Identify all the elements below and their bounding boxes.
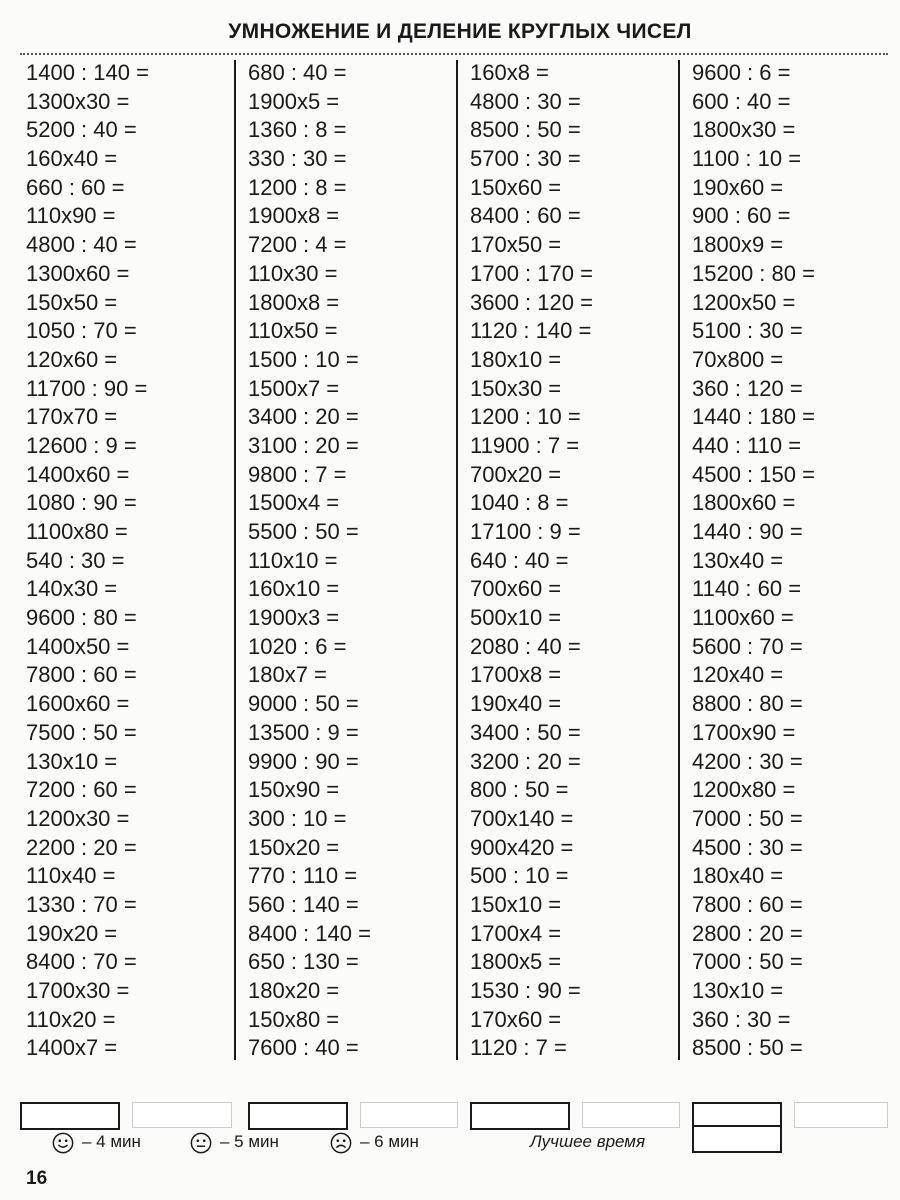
problem-item: 500 : 10 =: [470, 863, 569, 889]
problem-item: 360 : 120 =: [692, 375, 803, 401]
legend-sad-text: – 6 мин: [360, 1132, 419, 1151]
problem-item: 360 : 30 =: [692, 1006, 791, 1032]
problem-item: 5100 : 30 =: [692, 318, 803, 344]
problem-item: 15200 : 80 =: [692, 260, 815, 286]
problem-item: 1360 : 8 =: [248, 117, 347, 143]
problem-item: 9600 : 6 =: [692, 60, 791, 85]
problem-item: 1200x50 =: [692, 289, 796, 315]
problem-item: 180x20 =: [248, 978, 340, 1003]
problem-item: 1100 : 10 =: [692, 146, 802, 172]
problem-item: 110x40 =: [26, 863, 116, 889]
problem-item: 4200 : 30 =: [692, 748, 803, 774]
problem-item: 1440 : 90 =: [692, 519, 803, 544]
time-answer-box-4b[interactable]: [794, 1102, 888, 1128]
problem-item: 150x60 =: [470, 174, 562, 200]
problem-item: 150x90 =: [248, 777, 340, 803]
problem-item: 110x10 =: [248, 547, 338, 573]
problem-item: 9000 : 50 =: [248, 691, 359, 717]
problem-item: 1300x60 =: [26, 260, 130, 286]
problem-item: 3400 : 20 =: [248, 404, 359, 430]
problem-column-1: [26, 59, 149, 1059]
problem-item: 11700 : 90 =: [26, 375, 148, 401]
page-number: 16: [26, 1168, 48, 1189]
problem-item: 700x20 =: [470, 461, 562, 487]
problem-item: 700x140 =: [470, 805, 574, 831]
problem-item: 8800 : 80 =: [692, 691, 803, 717]
problem-item: 11900 : 7 =: [470, 432, 580, 458]
problem-item: 1800x5 =: [470, 949, 562, 975]
problem-item: 440 : 110 =: [692, 432, 802, 458]
problem-item: 170x50 =: [470, 232, 562, 258]
problem-item: 1700x8 =: [470, 662, 562, 688]
problem-item: 8500 : 50 =: [692, 1035, 803, 1061]
legend-happy: [52, 1128, 141, 1156]
problem-item: 5600 : 70 =: [692, 633, 803, 659]
column-divider: [456, 60, 458, 1060]
problem-item: 9600 : 80 =: [26, 605, 137, 631]
problem-item: 1800x8 =: [248, 289, 340, 315]
problem-item: 1140 : 60 =: [692, 576, 802, 602]
smiley-sad-icon: [330, 1132, 352, 1154]
problem-item: 130x10 =: [26, 748, 118, 774]
problem-item: 4500 : 150 =: [692, 461, 815, 487]
problem-item: 9800 : 7 =: [248, 461, 347, 487]
legend-neutral: [190, 1128, 279, 1156]
time-answer-box-3[interactable]: [470, 1102, 570, 1130]
problem-item: 8500 : 50 =: [470, 117, 581, 143]
column-divider: [234, 60, 236, 1060]
problem-item: 650 : 130 =: [248, 949, 359, 975]
problem-item: 1100x80 =: [26, 519, 128, 544]
problem-item: 180x40 =: [692, 863, 784, 889]
problem-item: 170x60 =: [470, 1006, 562, 1032]
problem-item: 150x80 =: [248, 1006, 340, 1032]
problem-item: 1200x30 =: [26, 805, 130, 831]
problem-item: 1040 : 8 =: [470, 490, 569, 516]
problem-item: 190x40 =: [470, 691, 562, 717]
problem-item: 600 : 40 =: [692, 88, 791, 114]
problem-item: 1700 : 170 =: [470, 260, 593, 286]
problem-item: 1900x8 =: [248, 203, 340, 229]
problem-item: 3400 : 50 =: [470, 719, 581, 745]
column-divider: [678, 60, 680, 1060]
problem-item: 160x8 =: [470, 60, 549, 85]
problem-item: 4500 : 30 =: [692, 834, 803, 860]
problem-item: 640 : 40 =: [470, 547, 569, 573]
problem-item: 7200 : 4 =: [248, 232, 347, 258]
problem-item: 120x60 =: [26, 346, 118, 372]
problem-item: 190x20 =: [26, 920, 118, 946]
problem-item: 150x30 =: [470, 375, 562, 401]
problem-item: 700x60 =: [470, 576, 562, 602]
problem-item: 2080 : 40 =: [470, 633, 581, 659]
legend-neutral-text: – 5 мин: [220, 1132, 279, 1151]
problem-item: 12600 : 9 =: [26, 432, 137, 458]
problem-item: 110x30 =: [248, 260, 338, 286]
problem-item: 120x40 =: [692, 662, 784, 688]
problem-item: 1900x5 =: [248, 88, 340, 114]
problem-item: 1200 : 8 =: [248, 174, 347, 200]
time-answer-box-1b[interactable]: [132, 1102, 232, 1128]
problem-item: 130x40 =: [692, 547, 784, 573]
problem-item: 7800 : 60 =: [692, 891, 803, 917]
problem-column-2: [248, 59, 371, 1059]
problem-item: 130x10 =: [692, 978, 784, 1003]
problem-item: 1440 : 180 =: [692, 404, 815, 430]
problem-item: 1400x7 =: [26, 1035, 118, 1061]
problem-item: 13500 : 9 =: [248, 719, 359, 745]
problem-item: 1800x60 =: [692, 490, 796, 516]
problem-item: 150x10 =: [470, 891, 562, 917]
problem-item: 1200 : 10 =: [470, 404, 581, 430]
problem-item: 7000 : 50 =: [692, 949, 803, 975]
problem-item: 800 : 50 =: [470, 777, 569, 803]
best-time-box[interactable]: [692, 1125, 782, 1153]
problem-item: 5500 : 50 =: [248, 519, 359, 544]
problem-item: 1100x60 =: [692, 605, 794, 631]
legend-happy-text: – 4 мин: [82, 1132, 141, 1151]
smiley-neutral-icon: [190, 1132, 212, 1154]
problem-item: 1500x4 =: [248, 490, 340, 516]
problem-item: 1600x60 =: [26, 691, 130, 717]
problem-item: 560 : 140 =: [248, 891, 359, 917]
problem-item: 2800 : 20 =: [692, 920, 803, 946]
problem-item: 900 : 60 =: [692, 203, 791, 229]
problem-item: 3100 : 20 =: [248, 432, 359, 458]
title-dotted-divider: [20, 53, 888, 55]
problem-item: 1080 : 90 =: [26, 490, 137, 516]
problem-item: 7000 : 50 =: [692, 805, 803, 831]
problem-item: 70x800 =: [692, 346, 784, 372]
problem-item: 1500 : 10 =: [248, 346, 359, 372]
problem-item: 770 : 110 =: [248, 863, 358, 889]
problem-item: 5200 : 40 =: [26, 117, 137, 143]
problem-item: 540 : 30 =: [26, 547, 125, 573]
problem-item: 17100 : 9 =: [470, 519, 581, 544]
time-answer-box-3b[interactable]: [582, 1102, 680, 1128]
problem-item: 1400 : 140 =: [26, 60, 149, 85]
smiley-happy-icon: [52, 1132, 74, 1154]
best-time-label: Лучшее время: [530, 1132, 646, 1151]
problem-item: 1700x4 =: [470, 920, 562, 946]
problem-item: 190x60 =: [692, 174, 784, 200]
problem-item: 1120 : 140 =: [470, 318, 592, 344]
problem-item: 1400x50 =: [26, 633, 130, 659]
problem-item: 1500x7 =: [248, 375, 340, 401]
problem-item: 300 : 10 =: [248, 805, 347, 831]
problem-item: 150x20 =: [248, 834, 340, 860]
problem-item: 1700x30 =: [26, 978, 130, 1003]
problem-item: 180x7 =: [248, 662, 327, 688]
problem-item: 2200 : 20 =: [26, 834, 137, 860]
legend-sad: [330, 1128, 419, 1156]
problem-item: 140x30 =: [26, 576, 118, 602]
problem-item: 9900 : 90 =: [248, 748, 359, 774]
page-title: УМНОЖЕНИЕ И ДЕЛЕНИЕ КРУГЛЫХ ЧИСЕЛ: [228, 20, 692, 43]
problem-column-4: [692, 59, 815, 1059]
problem-item: 110x50 =: [248, 318, 338, 344]
problem-item: 7200 : 60 =: [26, 777, 137, 803]
problem-item: 8400 : 70 =: [26, 949, 137, 975]
problem-item: 5700 : 30 =: [470, 146, 581, 172]
problem-item: 1200x80 =: [692, 777, 796, 803]
problem-item: 1300x30 =: [26, 88, 130, 114]
problem-item: 680 : 40 =: [248, 60, 347, 85]
problem-item: 900x420 =: [470, 834, 574, 860]
problem-item: 1330 : 70 =: [26, 891, 137, 917]
problem-item: 150x50 =: [26, 289, 118, 315]
problem-item: 180x10 =: [470, 346, 562, 372]
problem-item: 3200 : 20 =: [470, 748, 581, 774]
problem-item: 160x40 =: [26, 146, 118, 172]
time-answer-box-1[interactable]: [20, 1102, 120, 1130]
problem-item: 1800x9 =: [692, 232, 784, 258]
problem-item: 4800 : 40 =: [26, 232, 137, 258]
problem-item: 1400x60 =: [26, 461, 130, 487]
problem-item: 500x10 =: [470, 605, 562, 631]
problem-item: 1120 : 7 =: [470, 1035, 567, 1061]
problem-item: 8400 : 60 =: [470, 203, 581, 229]
problem-item: 110x90 =: [26, 203, 116, 229]
problem-item: 1050 : 70 =: [26, 318, 137, 344]
problem-item: 7600 : 40 =: [248, 1035, 359, 1061]
problem-column-3: [470, 59, 593, 1059]
problem-item: 3600 : 120 =: [470, 289, 593, 315]
problem-item: 8400 : 140 =: [248, 920, 371, 946]
time-answer-box-2[interactable]: [248, 1102, 348, 1130]
problem-item: 1530 : 90 =: [470, 978, 581, 1003]
problem-item: 660 : 60 =: [26, 174, 125, 200]
problem-item: 1020 : 6 =: [248, 633, 347, 659]
problem-item: 1900x3 =: [248, 605, 340, 631]
problem-item: 7500 : 50 =: [26, 719, 137, 745]
problem-item: 7800 : 60 =: [26, 662, 137, 688]
problem-item: 1700x90 =: [692, 719, 796, 745]
problem-item: 110x20 =: [26, 1006, 116, 1032]
problem-item: 160x10 =: [248, 576, 340, 602]
problem-item: 170x70 =: [26, 404, 118, 430]
problem-item: 4800 : 30 =: [470, 88, 581, 114]
problem-item: 330 : 30 =: [248, 146, 347, 172]
time-answer-box-2b[interactable]: [360, 1102, 458, 1128]
problem-item: 1800x30 =: [692, 117, 796, 143]
